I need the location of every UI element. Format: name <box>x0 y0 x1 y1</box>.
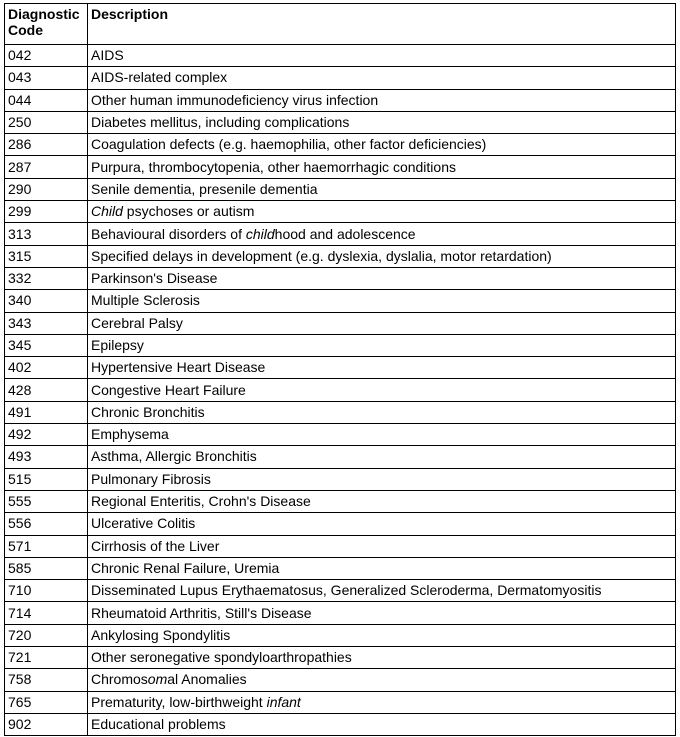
description-text: Behavioural disorders of <box>91 225 246 242</box>
table-row <box>5 602 676 624</box>
diagnostic-code-cell: 492 <box>5 424 88 446</box>
description-text: Multiple Sclerosis <box>91 292 200 309</box>
description-cell <box>88 89 676 111</box>
table-row <box>5 312 676 334</box>
description-text: Cerebral Palsy <box>91 314 183 331</box>
description-text: Cirrhosis of the Liver <box>91 537 220 554</box>
diagnostic-code-cell: 515 <box>5 468 88 490</box>
table-row <box>5 178 676 200</box>
description-cell <box>88 357 676 379</box>
description-text: AIDS <box>91 47 124 64</box>
description-cell <box>88 245 676 267</box>
description-cell <box>88 67 676 89</box>
table-row <box>5 156 676 178</box>
description-cell <box>88 624 676 646</box>
diagnostic-code-cell: 902 <box>5 713 88 735</box>
header-diagnostic-code: Diagnostic Code <box>5 4 88 45</box>
description-text: Asthma, Allergic Bronchitis <box>91 448 257 465</box>
description-cell <box>88 45 676 67</box>
diagnostic-code-cell: 758 <box>5 669 88 691</box>
table-row <box>5 223 676 245</box>
description-cell <box>88 580 676 602</box>
description-cell <box>88 312 676 334</box>
description-text: Ulcerative Colitis <box>91 515 196 532</box>
description-text: al Anomalies <box>167 671 247 688</box>
table-row <box>5 357 676 379</box>
description-text: Regional Enteritis, Crohn's Disease <box>91 493 311 510</box>
description-cell <box>88 424 676 446</box>
table-row <box>5 267 676 289</box>
table-header-row <box>5 4 676 45</box>
description-cell <box>88 513 676 535</box>
diagnostic-code-cell: 044 <box>5 89 88 111</box>
diagnostic-code-cell: 555 <box>5 490 88 512</box>
table-row <box>5 201 676 223</box>
description-text: Child <box>91 203 123 220</box>
diagnostic-code-cell: 290 <box>5 178 88 200</box>
description-text: Specified delays in development (e.g. dyslexia, dyslalia, motor retardation) <box>91 247 552 264</box>
header-description: Description <box>88 4 676 45</box>
table-row <box>5 557 676 579</box>
description-text: Diabetes mellitus, including complications <box>91 114 350 131</box>
table-row <box>5 513 676 535</box>
description-text: Disseminated Lupus Erythaematosus, Generalized Scleroderma, Dermatomyositis <box>91 582 602 599</box>
diagnostic-code-cell: 299 <box>5 201 88 223</box>
table-body <box>5 45 676 736</box>
table-row <box>5 45 676 67</box>
table-row <box>5 446 676 468</box>
diagnostic-code-cell: 043 <box>5 67 88 89</box>
description-text: Chronic Renal Failure, Uremia <box>91 559 280 576</box>
diagnostic-code-cell: 042 <box>5 45 88 67</box>
description-cell <box>88 134 676 156</box>
diagnostic-code-cell: 402 <box>5 357 88 379</box>
diagnostic-code-cell: 720 <box>5 624 88 646</box>
description-cell <box>88 401 676 423</box>
description-cell <box>88 713 676 735</box>
description-cell <box>88 290 676 312</box>
diagnostic-code-cell: 710 <box>5 580 88 602</box>
diagnostic-code-cell: 491 <box>5 401 88 423</box>
table-row <box>5 290 676 312</box>
description-text: hood and adolescence <box>274 225 416 242</box>
description-cell <box>88 334 676 356</box>
description-text: Senile dementia, presenile dementia <box>91 180 318 197</box>
description-text: infant <box>266 693 301 710</box>
diagnostic-code-cell: 340 <box>5 290 88 312</box>
diagnostic-code-cell: 721 <box>5 647 88 669</box>
description-text: psychoses or autism <box>122 203 255 220</box>
diagnostic-code-cell: 493 <box>5 446 88 468</box>
diagnostic-code-table <box>4 3 676 736</box>
description-text: Congestive Heart Failure <box>91 381 246 398</box>
table-row <box>5 669 676 691</box>
description-text: Emphysema <box>91 426 169 443</box>
table-row <box>5 111 676 133</box>
diagnostic-code-cell: 571 <box>5 535 88 557</box>
diagnostic-code-cell: 343 <box>5 312 88 334</box>
diagnostic-code-cell: 250 <box>5 111 88 133</box>
description-text: om <box>147 671 168 688</box>
table-row <box>5 691 676 713</box>
description-text: child <box>245 225 275 242</box>
description-text: Parkinson's Disease <box>91 270 218 287</box>
description-text: Hypertensive Heart Disease <box>91 359 266 376</box>
description-text: Chronic Bronchitis <box>91 403 205 420</box>
diagnostic-code-cell: 585 <box>5 557 88 579</box>
diagnostic-code-cell: 287 <box>5 156 88 178</box>
diagnostic-code-cell: 313 <box>5 223 88 245</box>
description-text: Chromos <box>91 671 148 688</box>
table-row <box>5 334 676 356</box>
table-row <box>5 535 676 557</box>
table-row <box>5 401 676 423</box>
table-row <box>5 424 676 446</box>
description-text: Educational problems <box>91 716 226 733</box>
description-cell <box>88 468 676 490</box>
description-cell <box>88 446 676 468</box>
description-cell <box>88 379 676 401</box>
description-cell <box>88 267 676 289</box>
description-text: Epilepsy <box>91 337 144 353</box>
table-row <box>5 245 676 267</box>
description-cell <box>88 535 676 557</box>
table-row <box>5 468 676 490</box>
table-row <box>5 134 676 156</box>
description-text: Other seronegative spondyloarthropathies <box>91 649 352 666</box>
description-text: Purpura, thrombocytopenia, other haemorrhagic conditions <box>91 158 456 175</box>
description-text: Pulmonary Fibrosis <box>91 470 211 487</box>
description-cell <box>88 691 676 713</box>
description-text: Other human immunodeficiency virus infection <box>91 91 379 108</box>
diagnostic-code-cell: 332 <box>5 267 88 289</box>
table-row <box>5 89 676 111</box>
description-cell <box>88 647 676 669</box>
description-cell <box>88 201 676 223</box>
table-row <box>5 647 676 669</box>
diagnostic-code-cell: 714 <box>5 602 88 624</box>
description-text: Coagulation defects (e.g. haemophilia, other factor deficiencies) <box>91 136 487 153</box>
table-row <box>5 490 676 512</box>
description-cell <box>88 178 676 200</box>
table-row <box>5 67 676 89</box>
diagnostic-code-cell: 428 <box>5 379 88 401</box>
description-text: Rheumatoid Arthritis, Still's Disease <box>91 604 312 621</box>
description-cell <box>88 490 676 512</box>
diagnostic-code-cell: 765 <box>5 691 88 713</box>
table-row <box>5 624 676 646</box>
diagnostic-code-cell: 315 <box>5 245 88 267</box>
description-text: Ankylosing Spondylitis <box>91 626 231 643</box>
description-cell <box>88 156 676 178</box>
description-cell <box>88 557 676 579</box>
description-cell <box>88 602 676 624</box>
diagnostic-code-cell: 286 <box>5 134 88 156</box>
table-row <box>5 713 676 735</box>
description-cell <box>88 669 676 691</box>
table-row <box>5 379 676 401</box>
description-cell <box>88 223 676 245</box>
diagnostic-code-cell: 556 <box>5 513 88 535</box>
description-text: AIDS-related complex <box>91 69 228 86</box>
diagnostic-code-cell: 345 <box>5 334 88 356</box>
description-text: Prematurity, low-birthweight <box>91 693 267 710</box>
table-row <box>5 580 676 602</box>
description-cell <box>88 111 676 133</box>
